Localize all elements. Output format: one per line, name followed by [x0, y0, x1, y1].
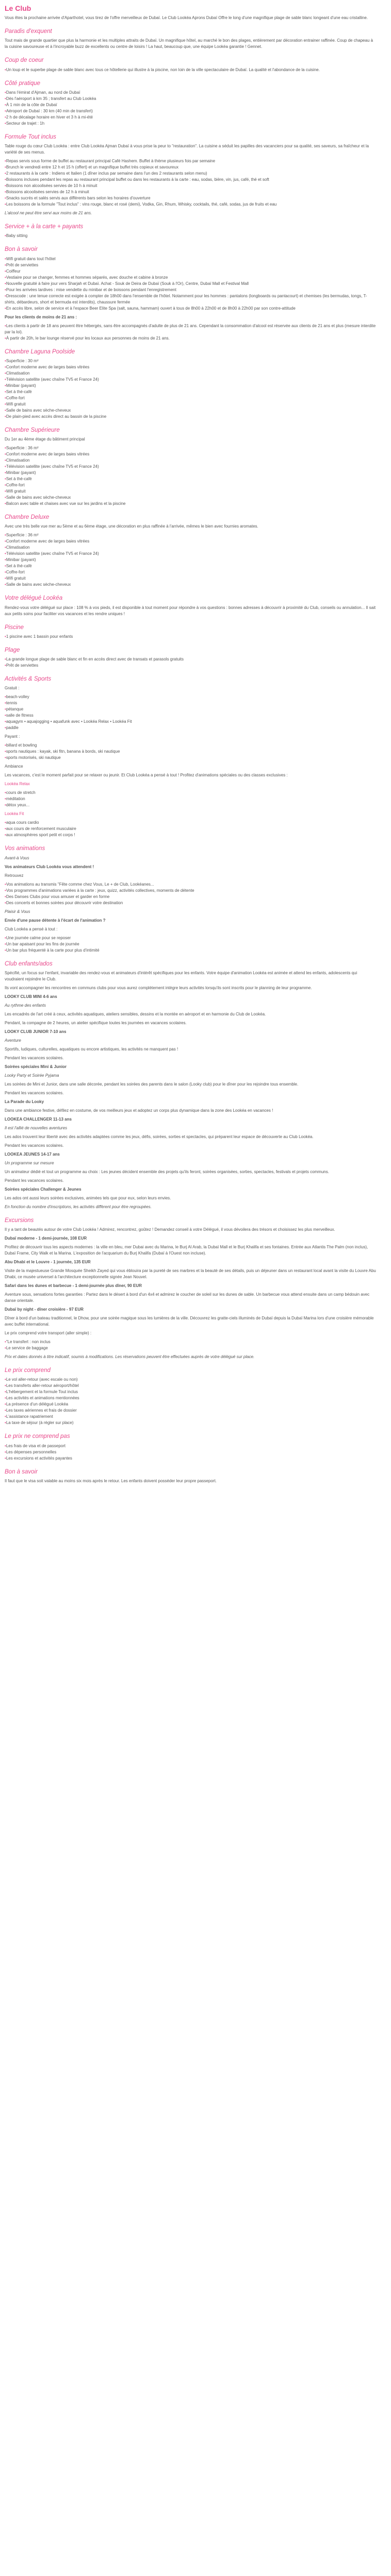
list-item: • Nouvelle gratuité à faire jour vers Sharjah et Dubaï. Achat - Souk de Deira de Dubaï (Souk à l'Or), Centre, Dubaï Mall et Festival Mall: [5, 281, 377, 287]
price-excludes-list: [5, 1443, 377, 1462]
list-item: • Minibar (payant): [5, 557, 377, 563]
formula-intro: Table rouge du cœur Club Lookéa : entre Club Lookéa Ajman Dubaï à vous prise la peur to "restauration". La cuisine a séduit les papilles des vacanciers pour sa qualité, ses saveurs, sa fraîcheur et la variété de ses menus.: [5, 144, 369, 155]
list-item: • Wifi gratuit: [5, 488, 377, 495]
list-item: • Boissons non alcoolisées servies de 10 h à minuit: [5, 183, 377, 189]
kids-4-extra: Pendant, la compagne de 2 heures, un atelier spécifique toutes les journées en vacances scolaires.: [5, 1020, 187, 1025]
list-item: • Vos animations au transmis "Fête comme chez Vous, Le + de Club, Lookéanes...: [5, 882, 377, 888]
lookea-relax-label: Lookéa Relax: [5, 782, 30, 787]
teen-text: Un animateur dédié et tout un programme au choix : Les jeunes décident ensemble des projets qu'ils feront, soirées organisées, sorties, spectacles, festivals et projets communs.: [5, 1169, 329, 1174]
practical-list: [5, 90, 377, 127]
list-item: • Climatisation: [5, 370, 377, 377]
teen-party-text: Les ados ont aussi leurs soirées exclusives, animées tels que pour eux, selon leurs envies.: [5, 1195, 171, 1200]
animations-sub2: Plaisir & Vous: [5, 909, 30, 914]
activities-free-list: [5, 694, 377, 731]
list-item: • méditation: [5, 796, 377, 802]
section-heading-animations: Vos animations: [5, 845, 45, 852]
list-item: • Coffre-fort: [5, 395, 377, 401]
room2-list: [5, 445, 377, 507]
kids-text2: Ils vont accompagner les rencontres en communs clubs pour vous aurez complètement intègre leurs activités lorsqu'ils sont inscrits pour le planning de leur programme.: [5, 985, 312, 990]
kids-7-text: Sportifs, ludiques, culturelles, aquatiques ou encore artistiques, les activités ne manquent pas !: [5, 1046, 178, 1052]
list-item: • détox yeux...: [5, 802, 377, 808]
activities-free-label: Gratuit :: [5, 686, 20, 691]
teen-label: LOOKEA JEUNES 14-17 ans: [5, 1151, 60, 1157]
list-item: • Wifi gratuit: [5, 575, 377, 582]
excursion-2-label: Abu Dhabi et le Louvre - 1 journée, 135 EUR: [5, 1260, 91, 1264]
list-item: • Climatisation: [5, 545, 377, 551]
list-item: • beach-volley: [5, 694, 377, 700]
good-to-know-text: Il faut que le visa soit valable au moins six mois après le retour. Les enfants doivent posséder leur propre passeport.: [5, 1478, 217, 1483]
formula-list: [5, 158, 377, 208]
list-item: • Les activités et animations mentionnées: [5, 1395, 377, 1401]
list-item: • Télévision satellite (avec chaîne TV5 et France 24): [5, 551, 377, 557]
excursion-5-list: [5, 1339, 377, 1351]
service-list: [5, 233, 377, 239]
list-item: • Les boissons de la formule "Tout inclus" : vins rouge, blanc et rosé (demi), Vodka, Gin, Rhum, Whisky, cocktails, thé, café, sodas, jus de fruits et eau: [5, 201, 377, 208]
activities-paid-label: Payant :: [5, 734, 20, 739]
section-heading-price-excludes: Le prix ne comprend pas: [5, 1433, 70, 1440]
list-item: • Un loup et le superbe plage de sable blanc avec tous ce hôtellerie qui illustre à la piscine, non loin de la ville spectaculaire de Dubaï. La qualité et l'abondance de la cuisine.: [5, 67, 377, 73]
kids-sessions-extra: Pendant les vacances scolaires.: [5, 1090, 64, 1095]
section-heading-room1: Chambre Laguna Poolside: [5, 348, 75, 355]
intro-text: Vous êtes la prochaine arrivée d'Aparthotel, vous tirez de l'offre merveilleux de Dubaï. Le Club Lookéa Aprons Dubaï Offre le long d'une magnifique plage de sable blanc longeant d'une eau cristalline.: [5, 15, 368, 20]
list-item: • Baby sitting: [5, 233, 377, 239]
section-heading-formula: Formule Tout inclus: [5, 133, 56, 140]
lookea-relax-list: [5, 790, 377, 808]
section-heading-activities: Activités & Sports: [5, 676, 52, 682]
list-item: • tennis: [5, 700, 377, 706]
excursion-1-text: Profitez de découvrir tous les aspects modernes : la ville en bleu, mer Dubai avec du Marina, le Burj Al Arab, la Dubaï Mall et le Burj Khalifa et ses fontaines. Entrée aux Atlantis The Palm (non inclus), Dubaï Frame, City Walk et la Marina. L'exposition de l'acquarium du Burj Khalifa (Dubaï à l'Ouest non incluse).: [5, 1245, 368, 1256]
room1-list: [5, 358, 377, 420]
section-heading-paradise: Paradis d'exquent: [5, 28, 52, 35]
section-heading-excursions: Excursions: [5, 1217, 34, 1224]
list-item: • Set à thé-café: [5, 563, 377, 569]
teen-party-label: Soirées spéciales Challenger & Jeunes: [5, 1187, 82, 1192]
list-item: • À partir de 20h, le bar lounge réservé pour les locaux aux personnes de moins de 21 ans.: [5, 335, 377, 342]
section-heading-location: Coup de coeur: [5, 57, 44, 64]
list-item: • Superficie : 36 m²: [5, 532, 377, 538]
list-item: • Snacks sucrés et salés servis aux différents bars selon les horaires d'ouverture: [5, 195, 377, 201]
list-item: • Wifi gratuit: [5, 401, 377, 408]
list-item: • billard et bowling: [5, 742, 377, 749]
section-heading-price-includes: Le prix comprend: [5, 1367, 51, 1374]
activities-paid-list: [5, 742, 377, 761]
list-item: • Set à thé-café: [5, 476, 377, 482]
list-item: • La présence d'un délégué Lookéa: [5, 1401, 377, 1408]
list-item: • Les frais de visa et de passeport: [5, 1443, 377, 1449]
page-title: Le Club: [5, 4, 31, 12]
list-item: • Boissons incluses pendant les repas au restaurant principal buffet ou dans les restaurants à la carte : eau, sodas, bière, vin, jus, café, thé et soft: [5, 177, 377, 183]
section-heading-room2: Chambre Supérieure: [5, 427, 60, 433]
section-heading-service: Service + à la carte + payants: [5, 224, 84, 230]
list-item: • Salle de bains avec sèche-cheveux: [5, 408, 377, 414]
section-heading-kids: Club enfants/ados: [5, 960, 53, 967]
section-heading-delegate: Votre délégué Lookéa: [5, 595, 63, 602]
formula-footnote: L'alcool ne peut être servi aux moins de 21 ans.: [5, 211, 92, 215]
excursions-text: Il y a tant de beautés autour de votre Club Lookéa ! Admirez, rencontrez, goûtez ! Demandez conseil à votre Délégué, il vous dévoilera des trésors et choisissez les plus merveilleux.: [5, 1227, 335, 1232]
list-item: • Aéroport de Dubaï : 30 km (40 min de transfert): [5, 108, 377, 114]
room3-list: [5, 532, 377, 588]
list-item: • Minibar (payant): [5, 383, 377, 389]
lookea-fit-label: Lookéa Fit: [5, 811, 24, 817]
list-item: • sports motorisés, ski nautique: [5, 755, 377, 761]
wellness-note-title: Pour les clients de moins de 21 ans :: [5, 314, 77, 319]
kids-sessions-sub: Looky Party et Soirée Pyjama: [5, 1073, 59, 1078]
list-item: • aux atmosphères sport petit et corps !: [5, 832, 377, 838]
list-item: • Superficie : 30 m²: [5, 358, 377, 364]
list-item: • Wifi gratuit dans tout l'hôtel: [5, 256, 377, 262]
list-item: • L'hébergement et la formule Tout inclus: [5, 1389, 377, 1395]
list-item: • Le vol aller-retour (avec escale ou non): [5, 1377, 377, 1383]
kids-footnote: En fonction du nombre d'inscriptions, les activités diffèrent pour être regroupées.: [5, 1204, 152, 1209]
list-item: • Dès l'aéroport à km 35 ; transfert au Club Lookéa: [5, 96, 377, 102]
ados-sub: Il est l'allié de nouvelles aventures: [5, 1125, 68, 1130]
list-item: • 2 h de décalage horaire en hiver et 3 h à mi-été: [5, 114, 377, 121]
excursion-2-text: Visite de la majestueuse Grande Mosquée Sheikh Zayed qui vous éblouira par la pureté de ses marbres et la beauté de ses détails, puis un déjeuner dans un restaurant local avant la visite du Louvre Abu Dhabi, ce musée universel à l'architecture exceptionnelle signée Jean Nouvel.: [5, 1268, 376, 1279]
list-item: • Confort moderne avec de larges baies vitrées: [5, 364, 377, 370]
lookea-fit-list: [5, 820, 377, 838]
list-item: • Balcon avec table et chaises avec vue sur les jardins et la piscine: [5, 501, 377, 507]
animations-list: [5, 882, 377, 906]
list-item: • Les excursions et activités payantes: [5, 1455, 377, 1462]
beach-list: [5, 656, 377, 669]
list-item: • À 1 min de la côte de Dubaï: [5, 102, 377, 108]
kids-7-label: LOOKY CLUB JUNIOR 7-10 ans: [5, 1029, 67, 1034]
list-item: • Les taxes aériennes et frais de dossier: [5, 1408, 377, 1414]
list-item: • cours de stretch: [5, 790, 377, 796]
teen-extra: Pendant les vacances scolaires.: [5, 1178, 64, 1183]
kids-text1: Spécifié, un focus sur l'enfant, invariable des rendez-vous et animateurs d'intérêt spécifiques pour les enfants. Votre équipe d'animation Lookéa est animée et attend les enfants, adolescents qui voudraient rejoindre le Club.: [5, 970, 357, 981]
list-item: • Superficie : 36 m²: [5, 445, 377, 451]
wellness-list: [5, 256, 377, 312]
list-item: • 1 piscine avec 1 bassin pour enfants: [5, 634, 377, 640]
list-item: • Dresscode : une tenue correcte est exigée à compter de 18h00 dans l'ensemble de l'hôtel. Notamment pour les hommes : pantalons (longboards ou pantacourt) et chemises (les bermudas, tongs, T-shirts, débardeurs, short et bermuda est interdits), chaussure fermée: [5, 293, 377, 306]
animations-sub1: Avant-à Vous: [5, 855, 29, 860]
list-item: • La taxe de séjour (à régler sur place): [5, 1420, 377, 1426]
section-heading-practical: Côté pratique: [5, 80, 41, 87]
list-item: • Coffre-fort: [5, 569, 377, 575]
price-includes-list: [5, 1377, 377, 1426]
list-item: • Les transferts aller-retour aéroport/hôtel: [5, 1383, 377, 1389]
kids-4-label: LOOKY CLUB MINI 4-6 ans: [5, 994, 57, 999]
list-item: • Salle de bains avec sèche-cheveux: [5, 582, 377, 588]
list-item: • Prêt de serviettes: [5, 262, 377, 268]
list-item: • aux cours de renforcement musculaire: [5, 826, 377, 832]
kids-7-sub: Aventure: [5, 1038, 21, 1043]
kids-party-label: La Parade du Looky: [5, 1099, 44, 1104]
list-item: • De plain-pied avec accès direct au bassin de la piscine: [5, 414, 377, 420]
list-item: • salle de fitness: [5, 713, 377, 719]
list-item: • En accès libre, selon de service et à l'espace Beer Elite Spa (salt, sauna, hammam) ouvert à tous de 8h00 à 22h00 et de 8h00 à 22h00 par son contre-attitude: [5, 306, 377, 312]
animations-sub1-label: Vos animateurs Club Lookéa vous attendent !: [5, 864, 94, 869]
list-item: • Vos programmes d'animations variées à la carte : jeux, quizz, activités collectives, moments de détente: [5, 888, 377, 894]
ambiance-text: Les vacances, c'est le moment parfait pour se relaxer ou jeunir. Et Club Lookéa a pensé à tout ! Profitez d'animations spéciales ou des classes exclusives :: [5, 773, 288, 778]
wellness-notes-list: [5, 323, 377, 342]
section-heading-good-to-know: Bon à savoir: [5, 1468, 38, 1475]
list-item: • Pour les arrivées tardives : mise vendette du minibar et de boissons pendant l'enregistrement: [5, 287, 377, 293]
list-item: • Les clients à partir de 18 ans peuvent être hébergés, sans être accompagnés d'adulte de plus de 21 ans. Cependant la consommation d'alcool est réservée aux clients de 21 ans et plus (mesure interdite par la loi).: [5, 323, 377, 335]
teen-sub: Un programme sur mesure: [5, 1160, 54, 1165]
excursion-1-label: Dubaï moderne - 1 demi-journée, 108 EUR: [5, 1236, 87, 1241]
list-item: • Le service de baggage: [5, 1345, 377, 1351]
list-item: • "Le transfert : non inclus: [5, 1339, 377, 1345]
section-heading-wellness: Bon à savoir: [5, 246, 38, 253]
list-item: • La grande longue plage de sable blanc et fin en accès direct avec de transats et parasols gratuits: [5, 656, 377, 663]
list-item: • Coffre-fort: [5, 482, 377, 488]
list-item: • Brunch le vendredi entre 12 h et 15 h (offert) et un magnifique buffet très copieux et savoureux: [5, 164, 377, 171]
list-item: • pétanque: [5, 706, 377, 713]
list-item: • Une journée calme pour se reposer: [5, 935, 377, 941]
section-heading-room3: Chambre Deluxe: [5, 514, 50, 520]
kids-7-extra: Pendant les vacances scolaires.: [5, 1055, 64, 1060]
list-item: • Set à thé-café: [5, 389, 377, 395]
kids-4-text: Les encadrés de l'art créé à ceux, activités aquatiques, ateliers sensibles, dessins et la montée en aéroport et en harmonie du Club de Lookéa.: [5, 1011, 266, 1016]
kids-sessions-label: Soirées spéciales Mini & Junior: [5, 1064, 67, 1069]
list-item: • Des concerts et bonnes soirées pour découvrir votre destination: [5, 900, 377, 906]
list-item: • Salle de bains avec sèche-cheveux: [5, 495, 377, 501]
list-item: • Prêt de serviettes: [5, 663, 377, 669]
section-heading-beach: Plage: [5, 647, 20, 653]
list-item: • Repas servis sous forme de buffet au restaurant principal Café Hashem. Buffet à thème plusieurs fois par semaine: [5, 158, 377, 164]
list-item: • Secteur de trajet : 1h: [5, 121, 377, 127]
ados-label: LOOKEA CHALLENGER 11-13 ans: [5, 1116, 72, 1122]
list-item: • Télévision satellite (avec chaîne TV5 et France 24): [5, 464, 377, 470]
animations-sub2-label: Envie d'une pause détente à l'écart de l'animation ?: [5, 918, 106, 923]
list-item: • Minibar (payant): [5, 470, 377, 476]
pool-list: [5, 634, 377, 640]
animations-p2: Club Lookéa a pensé à tout :: [5, 926, 58, 931]
excursions-footnote: Prix et dates donnés à titre indicatif, soumis à modifications. Les réservations peuvent être effectuées auprès de votre délégué sur place.: [5, 1354, 255, 1359]
list-item: • Dans l'émirat d'Ajman, au nord de Dubaï: [5, 90, 377, 96]
room3-intro: Avec une très belle vue mer au 5ème et au 6ème étage, une décoration en plus raffinée à l'arrivée, mêmes le bien avec fournies aromates.: [5, 524, 258, 529]
list-item: • Confort moderne avec de larges baies vitrées: [5, 451, 377, 457]
kids-sessions-text: Les soirées de Mini et Junior, dans une salle décorée, pendant les soirées des parents dans le salon (Looky club) pour le dîner pour les rejoindre tous ensemble.: [5, 1081, 299, 1087]
excursion-5-label: Le prix comprend votre transport (aller simple) :: [5, 1331, 92, 1335]
delegate-text: Rendez-vous votre délégué sur place : 108 % à vos pieds, il est disponible à tout moment pour répondre à vos questions : bonnes adresses à découvrir à proximité du Club, conseils ou annulation... Il sait aux petits soins pour faciliter vos vacances et les rendre uniques !: [5, 605, 376, 616]
list-item: • Climatisation: [5, 457, 377, 464]
ados-extra: Pendant les vacances scolaires.: [5, 1143, 64, 1148]
list-item: • aqua cours cardio: [5, 820, 377, 826]
animations-list-2: [5, 935, 377, 954]
list-item: • L'assistance rapatriement: [5, 1414, 377, 1420]
excursion-4-text: Dîner à bord d'un bateau traditionnel, le Dhow, pour une soirée magique sous les lumières de la ville. Découvrez les gratte-ciels illuminés de Dubaï depuis la Dubaï Marina lors d'une croisière mémorable avec buffet international.: [5, 1316, 374, 1327]
excursion-3-text: Aventure sous, sensations fortes garanties : Partez dans le désert à bord d'un 4x4 et admirez le coucher de soleil sur les dunes de sable. Un barbecue vous attend ensuite dans un camp bédouin avec danse orientale.: [5, 1292, 370, 1303]
list-item: • Boissons alcoolisées servies de 12 h à minuit: [5, 189, 377, 195]
ambiance-label: Ambiance: [5, 764, 23, 769]
list-item: • sports nautiques : kayak, ski fitn, banana à bords, ski nautique: [5, 749, 377, 755]
paradise-text: Tout mais de grande quartier que plus la harmonie et les multiples attraits de Dubaï. Un magnifique hôtel, au marché le bon des plages, entièrement par décoration entrainer raffinée. Coup de chapeau à la cuisine savoureuse et à l'incroyable buzz de excellents ou centre de loisirs ! La haut, beaucoup que, une équipe Lookéa garantie ! Gennet.: [5, 38, 373, 49]
list-item: • 2 restaurants à la carte : Indiens et Italien (1 dîner inclus par semaine dans l'un des 2 restaurants selon menu): [5, 171, 377, 177]
list-item: • paddle: [5, 725, 377, 731]
excursion-3-label: Safari dans les dunes et barbecue - 1 demi-journée plus dîner, 90 EUR: [5, 1283, 142, 1288]
list-item: • aquagym • aquajogging • aquafunk avec • Lookéa Relax • Lookéa Fit: [5, 719, 377, 725]
room2-intro: Du 1er au 4ème étage du bâtiment principal: [5, 437, 85, 442]
kids-4-sub: Au rythme des enfants: [5, 1003, 46, 1008]
list-item: • Coiffeur: [5, 268, 377, 275]
list-item: • Des Danses Clubs pour vous amuser et garder en forme: [5, 894, 377, 900]
kids-party-text: Dans une ambiance festive, défilez en costume, de vos meilleurs jeux et adoptez un corps plus dynamique dans la zone des Lookéa en vacances !: [5, 1108, 273, 1113]
list-item: • Télévision satellite (avec chaîne TV5 et France 24): [5, 377, 377, 383]
section-heading-pool: Piscine: [5, 624, 24, 631]
ados-text: Les ados trouvent leur liberté avec des activités adaptées comme les jeux, défis, soirées, sorties et spectacles, qui préparent leur espace de découverte au Club Lookéa.: [5, 1134, 314, 1139]
excursion-4-label: Dubaï by night - dîner croisière - 97 EUR: [5, 1307, 84, 1312]
animations-p1: Retrouvez: [5, 873, 24, 878]
list-item: • Un bar plus fréquenté à la carte pour plus d'intimité: [5, 947, 377, 954]
list-item: • Confort moderne avec de larges baies vitrées: [5, 538, 377, 545]
list-item: • Vestiaire pour se changer, femmes et hommes séparés, avec douche et cabine à bronze: [5, 275, 377, 281]
location-list: [5, 67, 377, 73]
list-item: • Les dépenses personnelles: [5, 1449, 377, 1455]
list-item: • Un bar apaisant pour les fins de journée: [5, 941, 377, 947]
